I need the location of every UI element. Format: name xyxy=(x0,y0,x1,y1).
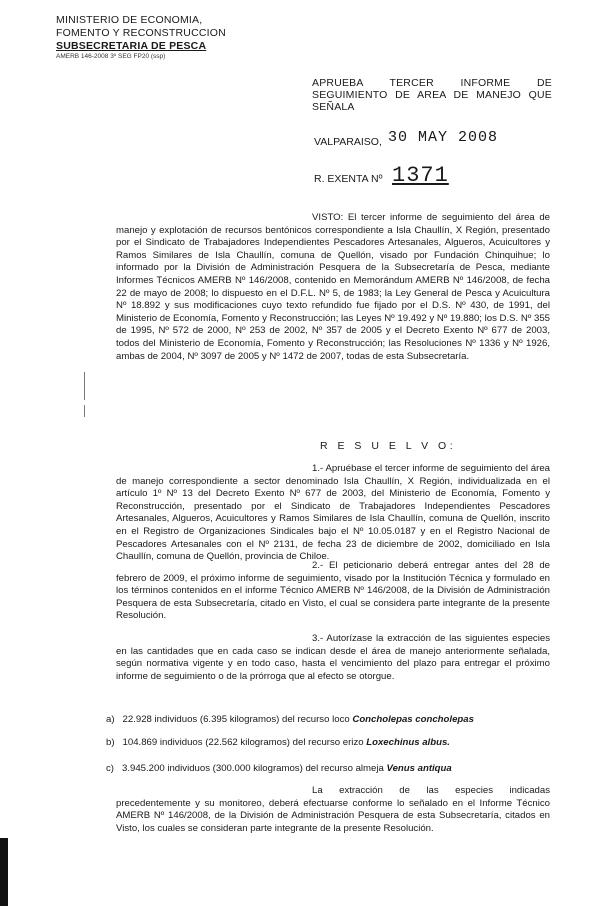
letterhead-ministry-2: FOMENTO Y RECONSTRUCCION xyxy=(56,27,226,39)
resuelvo-heading: R E S U E L V O: xyxy=(320,440,457,452)
margin-mark xyxy=(84,405,85,417)
exenta-label: R. EXENTA Nº xyxy=(314,173,383,185)
list-item xyxy=(106,737,450,748)
margin-mark xyxy=(84,372,85,400)
visto-paragraph: VISTO: El tercer informe de seguimiento del área de manejo y explotación de recursos bentónicos correspondiente a Isla Chaullín, X Región, presentado por el Sindicato de Trabajadores Independientes Pescadores Artesanales, Algueros, Acuicultores y Ramos Similares de Isla Chaullín, comuna de Quellón, visado por Fundación Chinquihue; lo informado por la División de Administración Pesquera de la Subsecretaría de Pesca, mediante Informes Técnicos AMERB Nº 146/2008, contenido en Memorándum AMERB Nº 146/2008, de fecha 22 de mayo de 2008; lo dispuesto en el D.F.L. Nº 5, de 1983; la Ley General de Pesca y Acuicultura Nº 18.892 y sus modificaciones cuyo texto refundido fue fijado por el D.S. Nº 430, de 1991, del Ministerio de Economía, Fomento y Reconstrucción; las Leyes Nº 19.492 y Nº 19.880; los D.S. Nº 355 de 1995, Nº 572 de 2000, Nº 253 de 2002, Nº 357 de 2005 y el Decreto Exento Nº 677 de 2003, todos del Ministerio de Economía, Fomento y Reconstrucción; las Resoluciones Nº 1336 y Nº 1926, ambas de 2004, Nº 3097 de 2005 y Nº 1472 de 2007, todas de esta Subsecretaría. xyxy=(116,212,550,362)
item-species: Concholepas concholepas xyxy=(352,714,474,725)
item-text: 22.928 individuos (6.395 kilogramos) del recurso loco xyxy=(122,714,350,725)
letterhead-ministry: MINISTERIO DE ECONOMIA, xyxy=(56,14,203,26)
article-3: 3.- Autorízase la extracción de las siguientes especies en las cantidades que en cada caso se indican desde el área de manejo anteriormente señalada, según normativa vigente y en todo caso, hasta el vencimiento del plazo para entregar el próximo informe de seguimiento o de la prórroga que al efecto se otorgue. xyxy=(116,633,550,682)
resolution-summary: APRUEBA TERCER INFORME DE SEGUIMIENTO DE AREA DE MANEJO QUE SEÑALA xyxy=(312,77,552,113)
item-label: c) xyxy=(106,763,114,774)
reference-code: AMERB 146-2008 3º SEG FP20 (ssp) xyxy=(56,53,166,60)
date-stamp: 30 MAY 2008 xyxy=(388,129,499,146)
article-1: 1.- Apruébase el tercer informe de seguimiento del área de manejo correspondiente a sector denominado Isla Chaullín, X Región, individualizada en el artículo 1º Nº 13 del Decreto Exento Nº 677 de 2003, del Ministerio de Economía, Fomento y Reconstrucción, presentado por el Sindicato de Trabajadores Independientes Pescadores Artesanales, Algueros, Acuicultores y Ramos Similares de Isla Chaullín, comuna de Quellón, inscrito en el Registro de Organizaciones Sindicales bajo el Nº 10.05.0187 y en el Registro Nacional de Pescadores Artesanales con el Nº 2131, de fecha 23 de diciembre de 2002, domiciliado en Isla Chaullín, comuna de Quellón, provincia de Chiloe. xyxy=(116,463,550,563)
item-label: b) xyxy=(106,737,115,748)
closing-paragraph: La extracción de las especies indicadas precedentemente y su monitoreo, deberá efectuarse conforme lo señalado en el Informe Técnico AMERB Nº 146/2008, de la División de Administración Pesquera de esta Subsecretaría, citados en Visto, los cuales se consideran parte integrante de la presente Resolución. xyxy=(116,785,550,834)
letterhead-subsecretaria: SUBSECRETARIA DE PESCA xyxy=(56,40,207,52)
item-text: 104.869 individuos (22.562 kilogramos) del recurso erizo xyxy=(122,737,364,748)
exenta-number: 1371 xyxy=(392,163,449,188)
place: VALPARAISO, xyxy=(314,136,382,148)
item-text: 3.945.200 individuos (300.000 kilogramos) del recurso almeja xyxy=(122,763,384,774)
item-species: Venus antiqua xyxy=(386,763,452,774)
item-species: Loxechinus albus. xyxy=(366,737,450,748)
article-2: 2.- El peticionario deberá entregar antes del 28 de febrero de 2009, el próximo informe de seguimiento, visado por la Institución Técnica y formulado en los términos contenidos en el informe Técnico AMERB Nº 146/2008, de la División de Administración Pesquera de esta Subsecretaría, citado en Visto, el cual se considera parte integrante de la presente Resolución. xyxy=(116,560,550,622)
list-item xyxy=(106,763,452,774)
scan-edge-bar xyxy=(0,838,8,906)
item-label: a) xyxy=(106,714,115,725)
list-item xyxy=(106,714,474,725)
letterhead xyxy=(56,14,226,61)
